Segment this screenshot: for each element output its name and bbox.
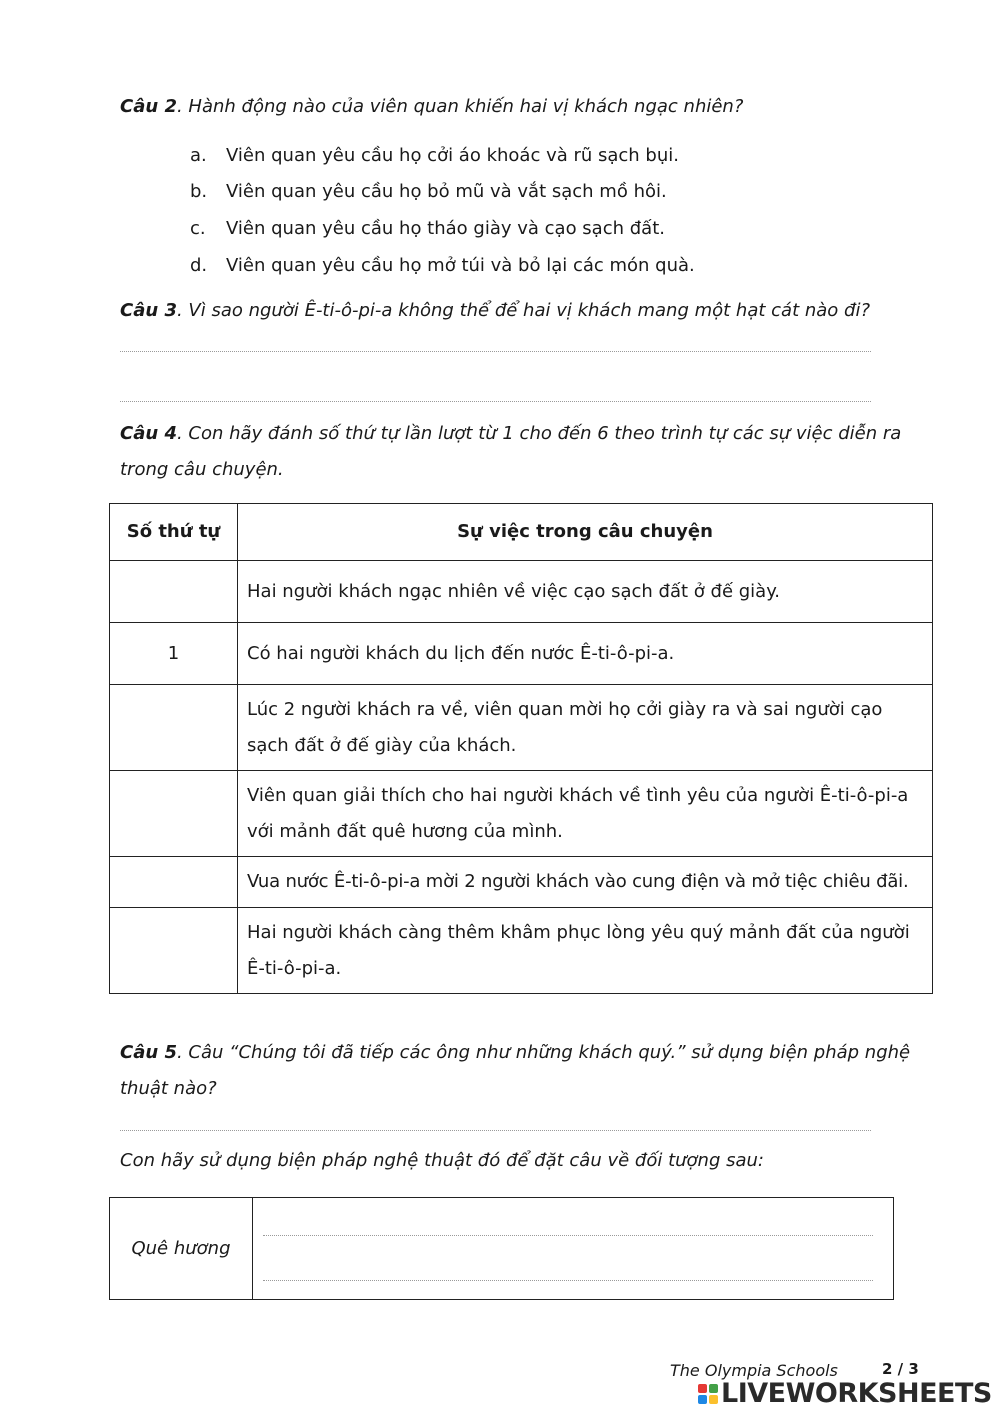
page-number	[882, 1360, 919, 1378]
table-row	[110, 623, 933, 685]
question-2-label: Câu 2	[120, 96, 177, 117]
logo-square	[709, 1395, 718, 1404]
liveworksheets-wordmark: LIVEWORKSHEETS	[721, 1378, 992, 1409]
option-text: Viên quan yêu cầu họ mở túi và bỏ lại các món quà.	[226, 255, 695, 276]
table-header-row	[110, 504, 933, 561]
logo-square	[698, 1384, 707, 1393]
option-letter: a.	[190, 145, 207, 166]
event-text	[238, 857, 933, 908]
event-text	[238, 561, 933, 623]
school-name: The Olympia Schools	[670, 1361, 838, 1380]
event-line: Có hai người khách du lịch đến nước Ê-ti-ô-pi-a.	[247, 642, 675, 664]
order-number-input[interactable]	[110, 771, 238, 857]
option-text: Viên quan yêu cầu họ bỏ mũ và vắt sạch mồ hôi.	[226, 181, 667, 202]
event-text	[238, 685, 933, 771]
option-letter: d.	[190, 255, 208, 276]
event-line: Lúc 2 người khách ra về, viên quan mời họ cởi giày ra và sai người cạo	[247, 698, 883, 720]
question-2	[120, 96, 743, 117]
option-2d[interactable]	[190, 255, 695, 276]
logo-square	[698, 1395, 707, 1404]
table-row	[110, 685, 933, 771]
liveworksheets-logo-icon	[698, 1384, 718, 1404]
page-total: 3	[908, 1360, 919, 1378]
order-number-input[interactable]	[110, 908, 238, 994]
subject-label: Quê hương	[110, 1198, 253, 1299]
event-text	[238, 623, 933, 685]
answer-line-q5[interactable]	[120, 1130, 871, 1131]
question-3-text: . Vì sao người Ê-ti-ô-pi-a không thể để hai vị khách mang một hạt cát nào đi?	[176, 300, 871, 321]
question-4-label: Câu 4	[120, 423, 177, 444]
logo-square	[709, 1384, 718, 1393]
header-order-number: Số thứ tự	[110, 504, 238, 561]
option-text: Viên quan yêu cầu họ cởi áo khoác và rũ sạch bụi.	[226, 145, 679, 166]
order-number-input[interactable]	[110, 857, 238, 908]
event-line: với mảnh đất quê hương của mình.	[247, 820, 563, 842]
table-row	[110, 908, 933, 994]
event-line: sạch đất ở đế giày của khách.	[247, 734, 517, 756]
liveworksheets-logo[interactable]	[698, 1378, 992, 1409]
answer-line-q3-1[interactable]	[120, 351, 871, 352]
header-event: Sự việc trong câu chuyện	[238, 504, 933, 561]
order-number-input[interactable]: 1	[110, 623, 238, 685]
order-number-input[interactable]	[110, 685, 238, 771]
question-5-text-cont: thuật nào?	[120, 1078, 217, 1099]
option-2b[interactable]	[190, 181, 667, 202]
question-4-text: . Con hãy đánh số thứ tự lần lượt từ 1 cho đến 6 theo trình tự các sự việc diễn ra	[176, 423, 902, 444]
page-current: 2	[882, 1360, 893, 1378]
order-number-input[interactable]	[110, 561, 238, 623]
answer-line-q3-2[interactable]	[120, 401, 871, 402]
event-text	[238, 771, 933, 857]
option-2a[interactable]	[190, 145, 679, 166]
question-2-text: . Hành động nào của viên quan khiến hai vị khách ngạc nhiên?	[176, 96, 744, 117]
sentence-line-2[interactable]	[263, 1280, 873, 1281]
event-line: Hai người khách ngạc nhiên về việc cạo sạch đất ở đế giày.	[247, 580, 781, 602]
event-text	[238, 908, 933, 994]
question-5-label: Câu 5	[120, 1042, 177, 1063]
question-3	[120, 300, 870, 321]
table-row	[110, 857, 933, 908]
option-2c[interactable]	[190, 218, 665, 239]
option-letter: c.	[190, 218, 206, 239]
event-line: Vua nước Ê-ti-ô-pi-a mời 2 người khách vào cung điện và mở tiệc chiêu đãi.	[247, 871, 909, 892]
sequence-table	[109, 503, 933, 994]
event-line: Ê-ti-ô-pi-a.	[247, 957, 342, 979]
question-3-label: Câu 3	[120, 300, 177, 321]
table-row	[110, 771, 933, 857]
question-5-instruction: Con hãy sử dụng biện pháp nghệ thuật đó để đặt câu về đối tượng sau:	[120, 1150, 764, 1171]
sentence-line-1[interactable]	[263, 1235, 873, 1236]
option-letter: b.	[190, 181, 208, 202]
option-text: Viên quan yêu cầu họ tháo giày và cạo sạch đất.	[226, 218, 665, 239]
question-5	[120, 1042, 910, 1063]
event-line: Viên quan giải thích cho hai người khách về tình yêu của người Ê-ti-ô-pi-a	[247, 784, 909, 806]
question-4	[120, 423, 901, 444]
table-row	[110, 561, 933, 623]
page-separator: /	[892, 1360, 909, 1378]
question-4-text-cont: trong câu chuyện.	[120, 459, 284, 480]
sentence-table	[109, 1197, 894, 1300]
question-5-text: . Câu “Chúng tôi đã tiếp các ông như những khách quý.” sử dụng biện pháp nghệ	[176, 1042, 911, 1063]
event-line: Hai người khách càng thêm khâm phục lòng yêu quý mảnh đất của người	[247, 921, 910, 943]
